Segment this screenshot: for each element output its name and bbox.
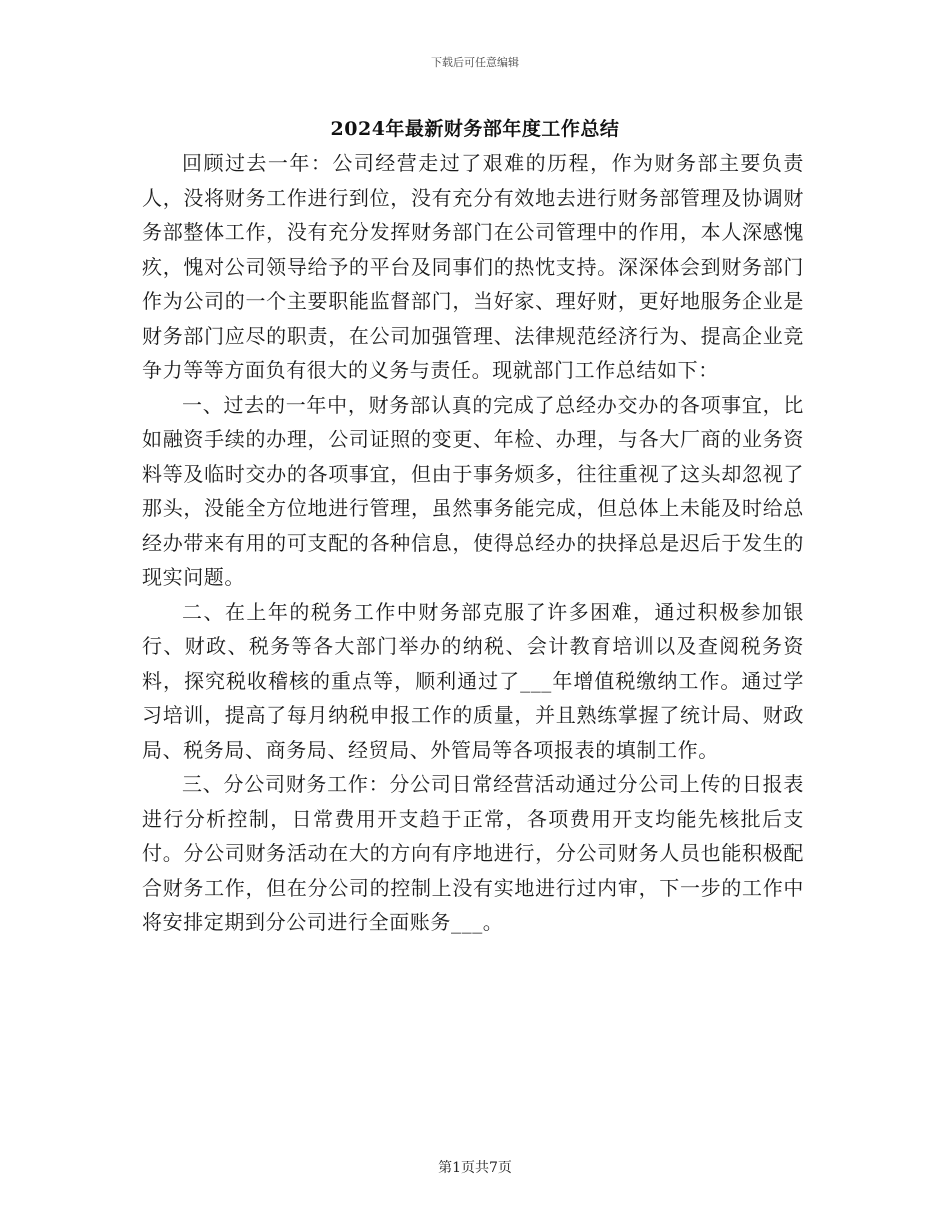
paragraph-section-2: 二、在上年的税务工作中财务部克服了许多困难，通过积极参加银行、财政、税务等各大部门举办的纳税、会计教育培训以及查阅税务资料，探究税收稽核的重点等，顺利通过了___年增值税缴纳工作。通过学习培训，提高了每月纳税申报工作的质量，并且熟练掌握了统计局、财政局、税务局、商务局、经贸局、外管局等各项报表的填制工作。 [142, 599, 804, 762]
header-note: 下载后可任意编辑 [431, 56, 519, 69]
document-body [142, 146, 804, 940]
paragraph-section-1: 一、过去的一年中，财务部认真的完成了总经办交办的各项事宜，比如融资手续的办理，公司证照的变更、年检、办理，与各大厂商的业务资料等及临时交办的各项事宜，但由于事务烦多，往往重视了这头却忽视了那头，没能全方位地进行管理，虽然事务能完成，但总体上未能及时给总经办带来有用的可支配的各种信息，使得总经办的抉择总是迟后于发生的现实问题。 [142, 392, 804, 589]
document-title: 2024年最新财务部年度工作总结 [330, 118, 620, 140]
paragraph-section-3: 三、分公司财务工作：分公司日常经营活动通过分公司上传的日报表进行分析控制，日常费用开支趋于正常，各项费用开支均能先核批后支付。分公司财务活动在大的方向有序地进行，分公司财务人员也能积极配合财务工作，但在分公司的控制上没有实地进行过内审，下一步的工作中将安排定期到分公司进行全面账务___。 [142, 772, 804, 934]
page-number-footer: 第1页共7页 [438, 1160, 512, 1176]
paragraph-intro: 回顾过去一年：公司经营走过了艰难的历程，作为财务部主要负责人，没将财务工作进行到位，没有充分有效地去进行财务部管理及协调财务部整体工作，没有充分发挥财务部门在公司管理中的作用，本人深感愧疚，愧对公司领导给予的平台及同事们的热忱支持。深深体会到财务部门作为公司的一个主要职能监督部门，当好家、理好财，更好地服务企业是财务部门应尽的职责，在公司加强管理、法律规范经济行为、提高企业竞争力等等方面负有很大的义务与责任。现就部门工作总结如下： [142, 151, 804, 382]
